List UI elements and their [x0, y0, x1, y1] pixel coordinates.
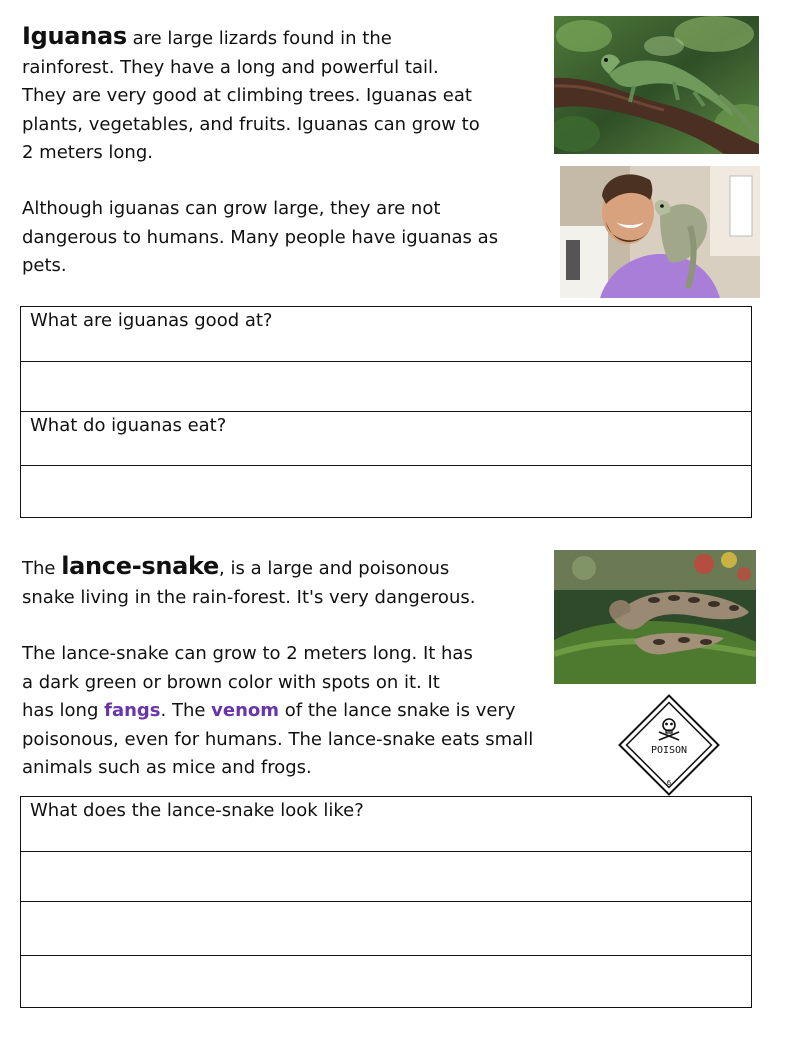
iguana-answer-2-field[interactable]: [21, 466, 751, 516]
lance-snake-photo: [554, 550, 756, 684]
man-with-iguana-photo: [560, 166, 760, 298]
iguana-p2-line-2: dangerous to humans. Many people have iguanas as: [22, 226, 499, 248]
iguana-paragraph-2: [22, 195, 552, 281]
snake-p1-line-2: snake living in the rain-forest. It's very dangerous.: [22, 586, 476, 608]
snake-p2-line-5: animals such as mice and frogs.: [22, 757, 312, 778]
snake-answer-line-1[interactable]: [21, 852, 751, 902]
snake-title: lance-snake: [61, 552, 220, 580]
snake-paragraph-2: [22, 640, 612, 783]
keyword-venom: venom: [211, 700, 280, 721]
iguana-paragraph-1: [22, 22, 552, 168]
poison-hazard-sign: [618, 694, 720, 796]
poison-label: POISON: [650, 745, 688, 756]
snake-answer-line-2[interactable]: [21, 902, 751, 956]
snake-p2-line-3a: has long: [22, 700, 105, 721]
keyword-fangs: fangs: [104, 700, 161, 721]
snake-paragraph-1: [22, 552, 562, 612]
iguana-question-1: What are iguanas good at?: [30, 310, 273, 331]
iguana-p1-line-3: They are very good at climbing trees. Iguanas eat: [22, 85, 472, 106]
poison-class-number: 6: [666, 779, 672, 787]
lance-snake-illustration: [554, 550, 756, 684]
iguana-p1-line-2: rainforest. They have a long and powerful tail.: [22, 56, 439, 78]
iguana-p1-line-5: 2 meters long.: [22, 142, 153, 163]
iguana-p2-line-3: pets.: [22, 255, 67, 276]
iguana-p1-line-1: are large lizards found in the: [126, 28, 392, 49]
snake-questions-box: [20, 796, 752, 1008]
iguana-answer-1-field[interactable]: [21, 362, 751, 412]
man-with-iguana-illustration: [560, 166, 760, 298]
iguana-branch-illustration: [554, 16, 759, 154]
iguana-p2-line-1: Although iguanas can grow large, they are not: [22, 198, 441, 219]
iguana-questions-box: [20, 306, 752, 518]
snake-p2-line-3b: . The: [160, 700, 212, 721]
iguana-question-1-row: [21, 307, 751, 362]
snake-p1-the: The: [22, 558, 62, 579]
iguana-branch-photo: [554, 16, 759, 154]
snake-answer-line-3[interactable]: [21, 956, 751, 1006]
iguana-question-2-row: [21, 412, 751, 466]
snake-p2-line-1: The lance-snake can grow to 2 meters long. It has: [22, 643, 473, 664]
snake-question-1-row: [21, 797, 751, 852]
snake-p2-line-3c: of the lance snake is very: [279, 700, 516, 721]
iguana-title: Iguanas: [22, 22, 127, 50]
snake-p2-line-2: a dark green or brown color with spots on it. It: [22, 671, 440, 693]
poison-sign-diamond: [618, 694, 720, 796]
iguana-question-2: What do iguanas eat?: [30, 415, 227, 436]
iguana-p1-line-4: plants, vegetables, and fruits. Iguanas can grow to: [22, 113, 480, 135]
snake-p2-line-4: poisonous, even for humans. The lance-snake eats small: [22, 728, 534, 750]
snake-question-1: What does the lance-snake look like?: [30, 800, 364, 821]
snake-p1-line-1: , is a large and poisonous: [219, 558, 450, 579]
